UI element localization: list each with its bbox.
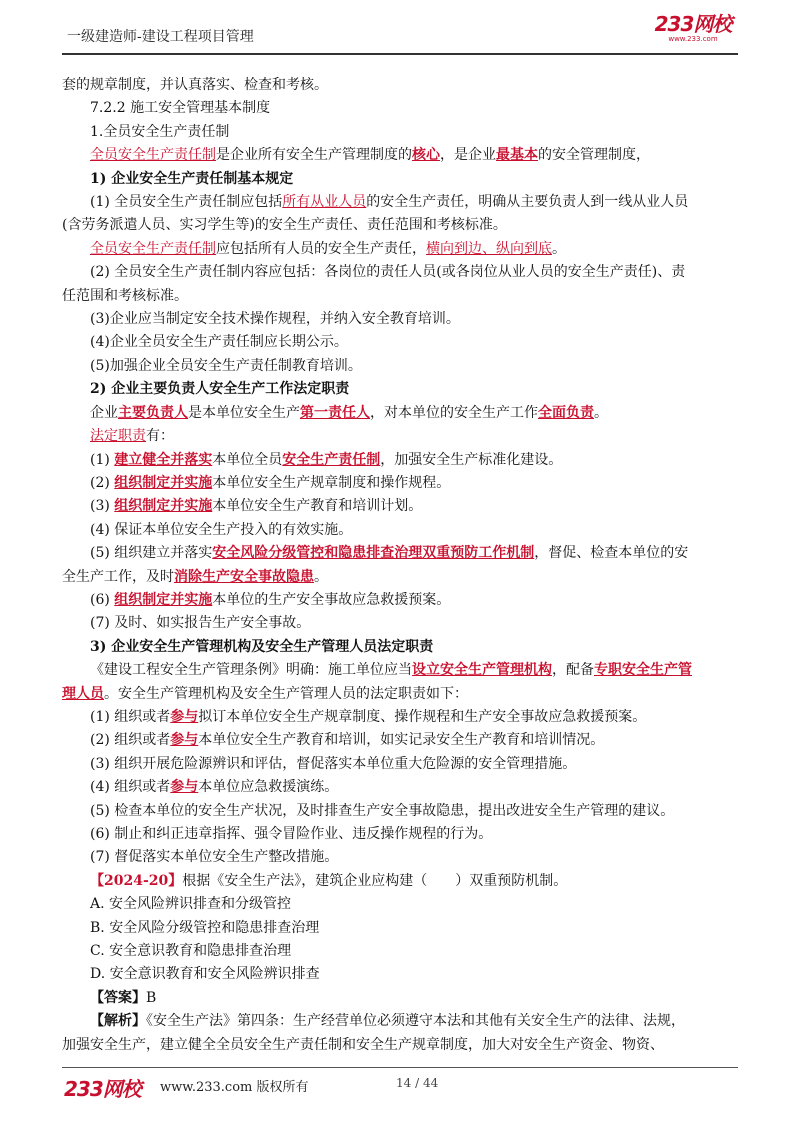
keyword: 组织制定并实施 [114,474,213,491]
keyword: 专职安全生产管 [594,662,692,679]
text: (1) 全员安全生产责任制应包括 [90,194,283,211]
explanation [62,1010,738,1033]
explanation-label: 【解析】 [90,1013,146,1030]
header-title: 一级建造师-建设工程项目管理 [67,29,254,45]
text: ，配备 [552,662,594,679]
item-heading: 1) 企业安全生产责任制基本规定 [90,170,294,187]
brand-logo [643,14,743,44]
page-header [0,0,800,54]
paragraph: (含劳务派遣人员、实习学生等)的安全生产责任、责任范围和考核标准。 [62,217,507,234]
question-tag: 【2024-20】 [90,872,183,889]
text: (1) 组织或者 [90,708,171,725]
answer-value: B [146,989,157,1006]
keyword: 全员安全生产责任制 [90,147,216,164]
list-item [62,495,738,518]
keyword: 法定职责 [90,428,146,445]
item-heading: 2) 企业主要负责人安全生产工作法定职责 [90,381,350,398]
answer-option-d: D. 安全意识教育和安全风险辨识排查 [90,966,320,983]
list-item [62,542,738,565]
keyword: 参与 [170,779,199,796]
exam-question [62,870,738,893]
text: ，是企业 [440,147,496,164]
text: (3) [90,498,115,515]
text: (2) [90,474,115,491]
list-item: (5)加强企业全员安全生产责任制教育培训。 [90,357,362,374]
text: (6) [90,591,115,608]
answer [62,987,738,1010]
paragraph [62,402,738,425]
answer-option-b: B. 安全风险分级管控和隐患排查治理 [90,919,320,936]
text: 本单位全员 [212,451,283,468]
keyword: 所有从业人员 [282,194,367,211]
footer-logo: 233网校 [64,1077,141,1101]
answer-option-a: A. 安全风险辨识排查和分级管控 [90,896,292,913]
text: 。 [594,404,608,421]
text: 企业 [90,404,118,421]
list-item: (3) 组织开展危险源辨识和评估，督促落实本单位重大危险源的安全管理措施。 [90,755,577,772]
list-item: (3)企业应当制定安全技术操作规程，并纳入安全教育培训。 [90,311,460,328]
list-item [62,589,738,612]
list-item: (7) 及时、如实报告生产安全事故。 [90,615,311,632]
keyword: 建立健全并落实 [114,451,213,468]
keyword: 消除生产安全事故隐患 [174,568,314,585]
paragraph [62,683,738,706]
keyword: 主要负责人 [118,404,188,421]
paragraph [62,659,738,682]
keyword: 第一责任人 [300,404,370,421]
page-number: 14 / 44 [396,1076,439,1090]
list-item [62,729,738,752]
list-item: (7) 督促落实本单位安全生产整改措施。 [90,849,339,866]
explanation: 加强安全生产，建立健全全员安全生产责任制和安全生产规章制度，加大对安全生产资金、物资、 [62,1036,664,1053]
list-item: (6) 制止和纠正违章指挥、强令冒险作业、违反操作规程的行为。 [90,826,493,842]
text: 是本单位安全生产 [188,404,300,421]
text: (4) 组织或者 [90,779,171,796]
keyword: 全员安全生产责任制 [90,240,216,257]
text: 是企业所有安全生产管理制度的 [216,147,412,164]
keyword: 组织制定并实施 [114,591,213,608]
paragraph [62,191,738,214]
paragraph [62,566,738,589]
answer-option-c: C. 安全意识教育和隐患排查治理 [90,943,292,960]
text: 《安全生产法》第四条：生产经营单位必须遵守本法和其他有关安全生产的法律、法规， [146,1013,685,1030]
list-item [62,706,738,729]
text: 本单位安全生产教育和培训计划。 [212,498,423,515]
paragraph [62,238,738,261]
text: 的安全生产责任，明确从主要负责人到一线从业人员 [366,194,689,211]
text: 。安全生产管理机构及安全生产管理人员的法定职责如下： [104,685,468,702]
keyword: 理人员 [62,685,104,702]
header-divider [62,53,738,55]
footer-divider [62,1067,738,1068]
list-item [62,776,738,799]
keyword: 参与 [170,708,199,725]
text: (5) 组织建立并落实 [90,545,213,562]
text: 全生产工作，及时 [62,568,174,585]
list-item [62,449,738,472]
keyword: 安全生产责任制 [282,451,381,468]
page-footer [0,1060,800,1132]
text: 。 [314,568,328,585]
logo-url: www.233.com [668,35,718,43]
text: (1) [90,451,115,468]
answer-label: 【答案】 [90,989,146,1006]
keyword: 最基本 [496,147,538,164]
paragraph [62,144,738,167]
text: 应包括所有人员的安全生产责任， [216,240,426,257]
keyword: 参与 [170,732,199,749]
text: ，加强安全生产标准化建设。 [380,451,563,468]
text: 本单位的生产安全事故应急救援预案。 [212,591,451,608]
text: 本单位安全生产规章制度和操作规程。 [212,474,451,491]
text: 拟订本单位安全生产规章制度、操作规程和生产安全事故应急救援预案。 [198,708,647,725]
list-item: (4) 保证本单位安全生产投入的有效实施。 [90,521,353,538]
paragraph: (2) 全员安全生产责任制内容应包括：各岗位的责任人员(或各岗位从业人员的安全生产责任)、责 [90,264,686,281]
keyword: 全面负责 [538,404,594,421]
text: 《建设工程安全生产管理条例》明确：施工单位应当 [90,662,412,679]
keyword: 横向到边、纵向到底 [426,240,552,257]
list-item [62,472,738,495]
keyword: 设立安全生产管理机构 [412,662,552,679]
text: 本单位安全生产教育和培训，如实记录安全生产教育和培训情况。 [198,732,605,749]
text: 的安全管理制度， [538,147,650,164]
list-item: (5) 检查本单位的安全生产状况，及时排查生产安全事故隐患，提出改进安全生产管理的建议。 [90,802,675,819]
item-heading: 3) 企业安全生产管理机构及安全生产管理人员法定职责 [90,638,434,655]
keyword: 组织制定并实施 [114,498,213,515]
text: 根据《安全生产法》，建筑企业应构建（ ）双重预防机制。 [182,872,568,889]
subsection-heading: 1.全员安全生产责任制 [90,123,230,140]
text: 。 [552,240,566,257]
text: 有： [146,428,174,445]
keyword: 核心 [412,147,440,164]
keyword: 安全风险分级管控和隐患排查治理双重预防工作机制 [212,545,535,562]
section-heading: 7.2.2 施工安全管理基本制度 [90,100,271,117]
paragraph [62,425,738,448]
paragraph: 任范围和考核标准。 [62,287,188,304]
logo-text: 233网校 [654,12,732,36]
paragraph: 套的规章制度，并认真落实、检查和考核。 [62,77,328,93]
text: 本单位应急救援演练。 [198,779,339,796]
text: ，对本单位的安全生产工作 [370,404,538,421]
text: ，督促、检查本单位的安 [534,545,689,562]
text: (2) 组织或者 [90,732,171,749]
document-body [62,74,738,1057]
footer-copyright: www.233.com 版权所有 [160,1080,309,1095]
list-item: (4)企业全员安全生产责任制应长期公示。 [90,334,348,351]
